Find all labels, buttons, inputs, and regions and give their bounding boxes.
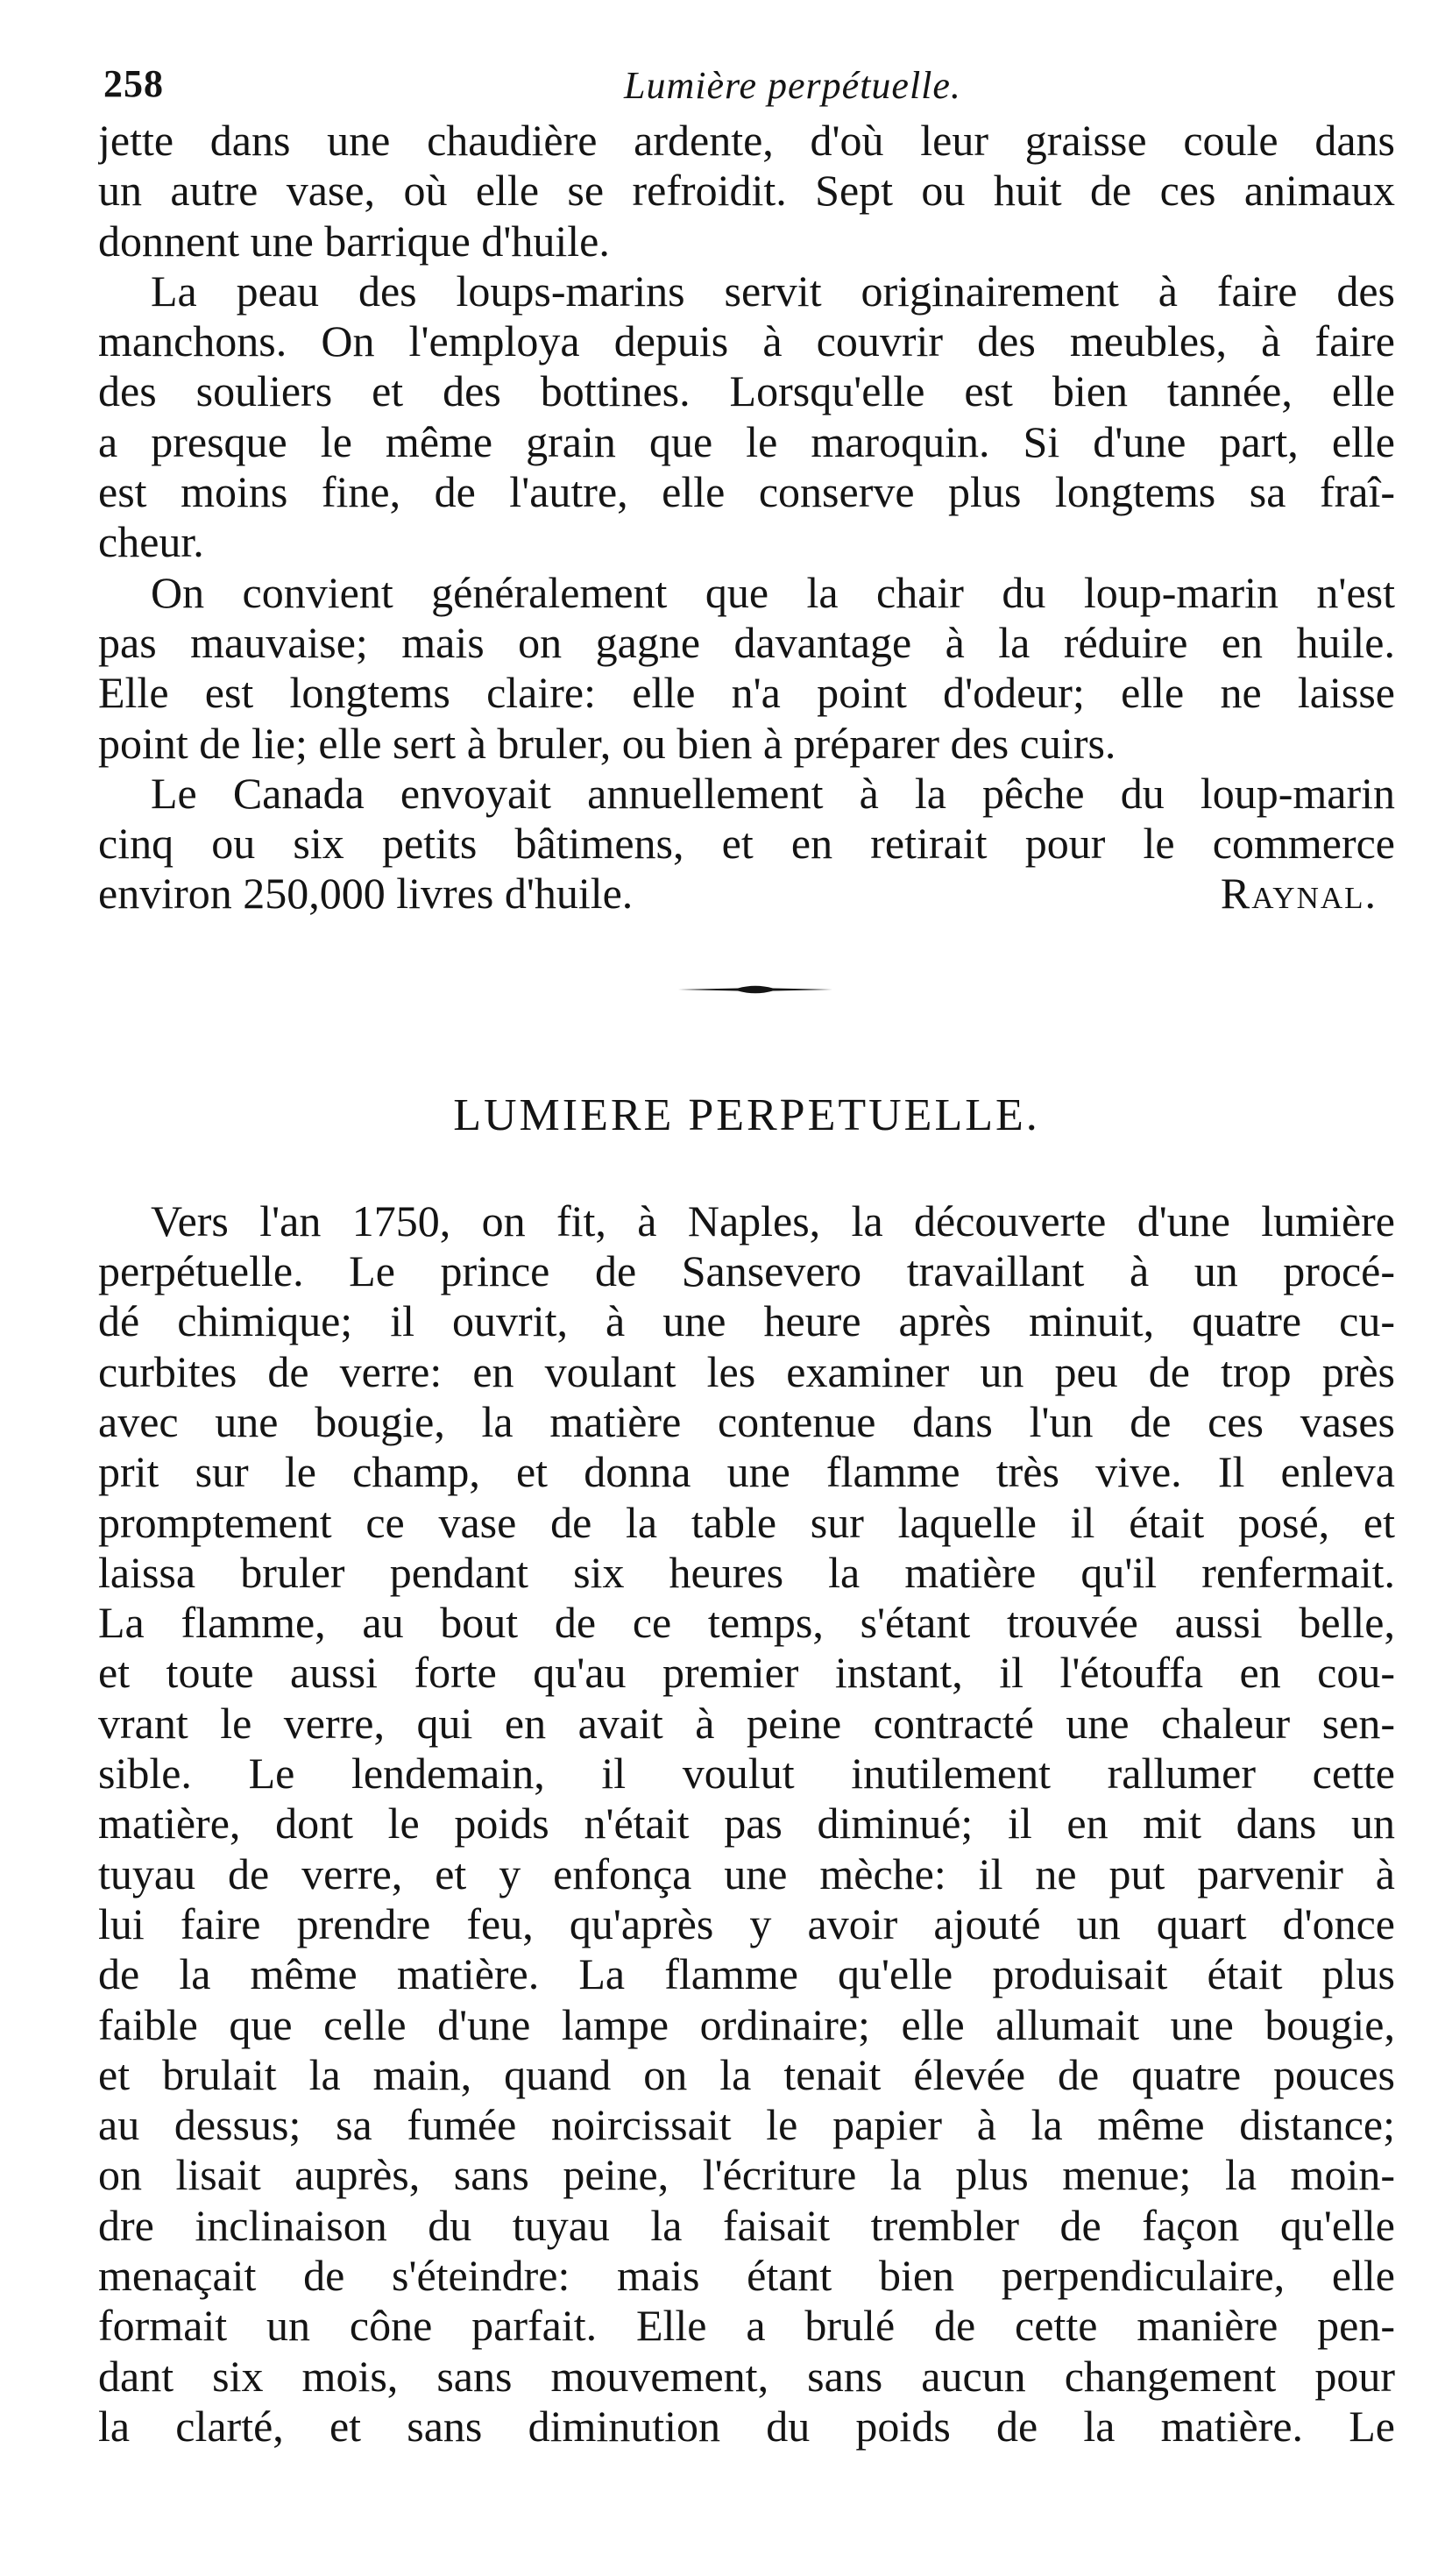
text-line: pas mauvaise; mais on gagne davantage à la réduire en huile. [98, 617, 1395, 667]
paragraph [98, 266, 1395, 568]
text-line: formait un cône parfait. Elle a brulé de cette manière pen- [98, 2301, 1395, 2351]
continued-article [98, 116, 1395, 919]
text-line: a presque le même grain que le maroquin. Si d'une part, elle [98, 416, 1395, 466]
text-line: Elle est longtems claire: elle n'a point d'odeur; elle ne laisse [98, 668, 1395, 718]
text-line: de la même matière. La flamme qu'elle produisait était plus [98, 1949, 1395, 1999]
text-line: matière, dont le poids n'était pas diminué; il en mit dans un [98, 1799, 1395, 1849]
text-line: on lisait auprès, sans peine, l'écriture la plus menue; la moin- [98, 2150, 1395, 2200]
article-title: LUMIERE PERPETUELLE. [453, 1089, 1040, 1140]
text-line: vrant le verre, qui en avait à peine contracté une chaleur sen- [98, 1698, 1395, 1748]
text-line: cinq ou six petits bâtimens, et en retirait pour le commerce [98, 819, 1395, 869]
text-line: au dessus; sa fumée noircissait le papier à la même distance; [98, 2100, 1395, 2150]
text-line: environ 250,000 livres d'huile. Raynal. [98, 869, 1378, 919]
paragraph [98, 116, 1395, 266]
text-line: Le Canada envoyait annuellement à la pêche du loup-marin [151, 768, 1395, 818]
paragraph [98, 769, 1395, 919]
divider-ornament-icon [676, 981, 834, 998]
text-line: jette dans une chaudière ardente, d'où leur graisse coule dans [98, 116, 1395, 165]
text-line: menaçait de s'éteindre: mais étant bien perpendiculaire, elle [98, 2250, 1395, 2300]
text-line: un autre vase, où elle se refroidit. Sept ou huit de ces animaux [98, 166, 1395, 216]
text-line: tuyau de verre, et y enfonça une mèche: il ne put parvenir à [98, 1849, 1395, 1898]
text-line: dre inclinaison du tuyau la faisait trembler de façon qu'elle [98, 2200, 1395, 2250]
text-line: dant six mois, sans mouvement, sans aucun changement pour [98, 2351, 1395, 2401]
text-line: sible. Le lendemain, il voulut inutilement rallumer cette [98, 1749, 1395, 1799]
text-line: prit sur le champ, et donna une flamme très vive. Il enleva [98, 1447, 1395, 1497]
text-line: la clarté, et sans diminution du poids de la matière. Le [98, 2401, 1395, 2451]
text-line: La peau des loups-marins servit originairement à faire des [151, 266, 1395, 316]
text-line: cheur. [98, 517, 204, 567]
text-line: et toute aussi forte qu'au premier instant, il l'étouffa en cou- [98, 1648, 1395, 1698]
running-title: Lumière perpétuelle. [624, 64, 961, 107]
section-divider [98, 946, 1395, 1077]
text-line: La flamme, au bout de ce temps, s'étant trouvée aussi belle, [98, 1598, 1395, 1648]
text-line: manchons. On l'employa depuis à couvrir des meubles, à faire [98, 316, 1395, 366]
text-line: promptement ce vase de la table sur laquelle il était posé, et [98, 1497, 1395, 1547]
article-body [98, 1196, 1395, 2452]
text-line: laissa bruler pendant six heures la matière qu'il renfermait. [98, 1547, 1395, 1597]
text-line: avec une bougie, la matière contenue dans l'un de ces vases [98, 1396, 1395, 1446]
text-line: faible que celle d'une lampe ordinaire; elle allumait une bougie, [98, 1999, 1395, 2049]
author-signature: Raynal. [1220, 869, 1378, 919]
paragraph [98, 568, 1395, 769]
text-line: dé chimique; il ouvrit, à une heure après minuit, quatre cu- [98, 1296, 1395, 1346]
text-line: et brulait la main, quand on la tenait élevée de quatre pouces [98, 2049, 1395, 2099]
text-line: lui faire prendre feu, qu'après y avoir ajouté un quart d'once [98, 1898, 1395, 1948]
page-number: 258 [103, 62, 164, 105]
text-line: perpétuelle. Le prince de Sansevero travaillant à un procé- [98, 1246, 1395, 1296]
text-line: point de lie; elle sert à bruler, ou bien à préparer des cuirs. [98, 718, 1116, 768]
running-head [98, 61, 1395, 114]
text-line: On convient généralement que la chair du loup-marin n'est [151, 567, 1395, 617]
text-line: est moins fine, de l'autre, elle conserve plus longtems sa fraî- [98, 467, 1395, 517]
book-page [98, 61, 1395, 2452]
text-line: Vers l'an 1750, on fit, à Naples, la découverte d'une lumière [151, 1196, 1395, 1245]
text-line: donnent une barrique d'huile. [98, 216, 610, 266]
text-line: curbites de verre: en voulant les examiner un peu de trop près [98, 1346, 1395, 1396]
text-line: des souliers et des bottines. Lorsqu'elle est bien tannée, elle [98, 366, 1395, 416]
